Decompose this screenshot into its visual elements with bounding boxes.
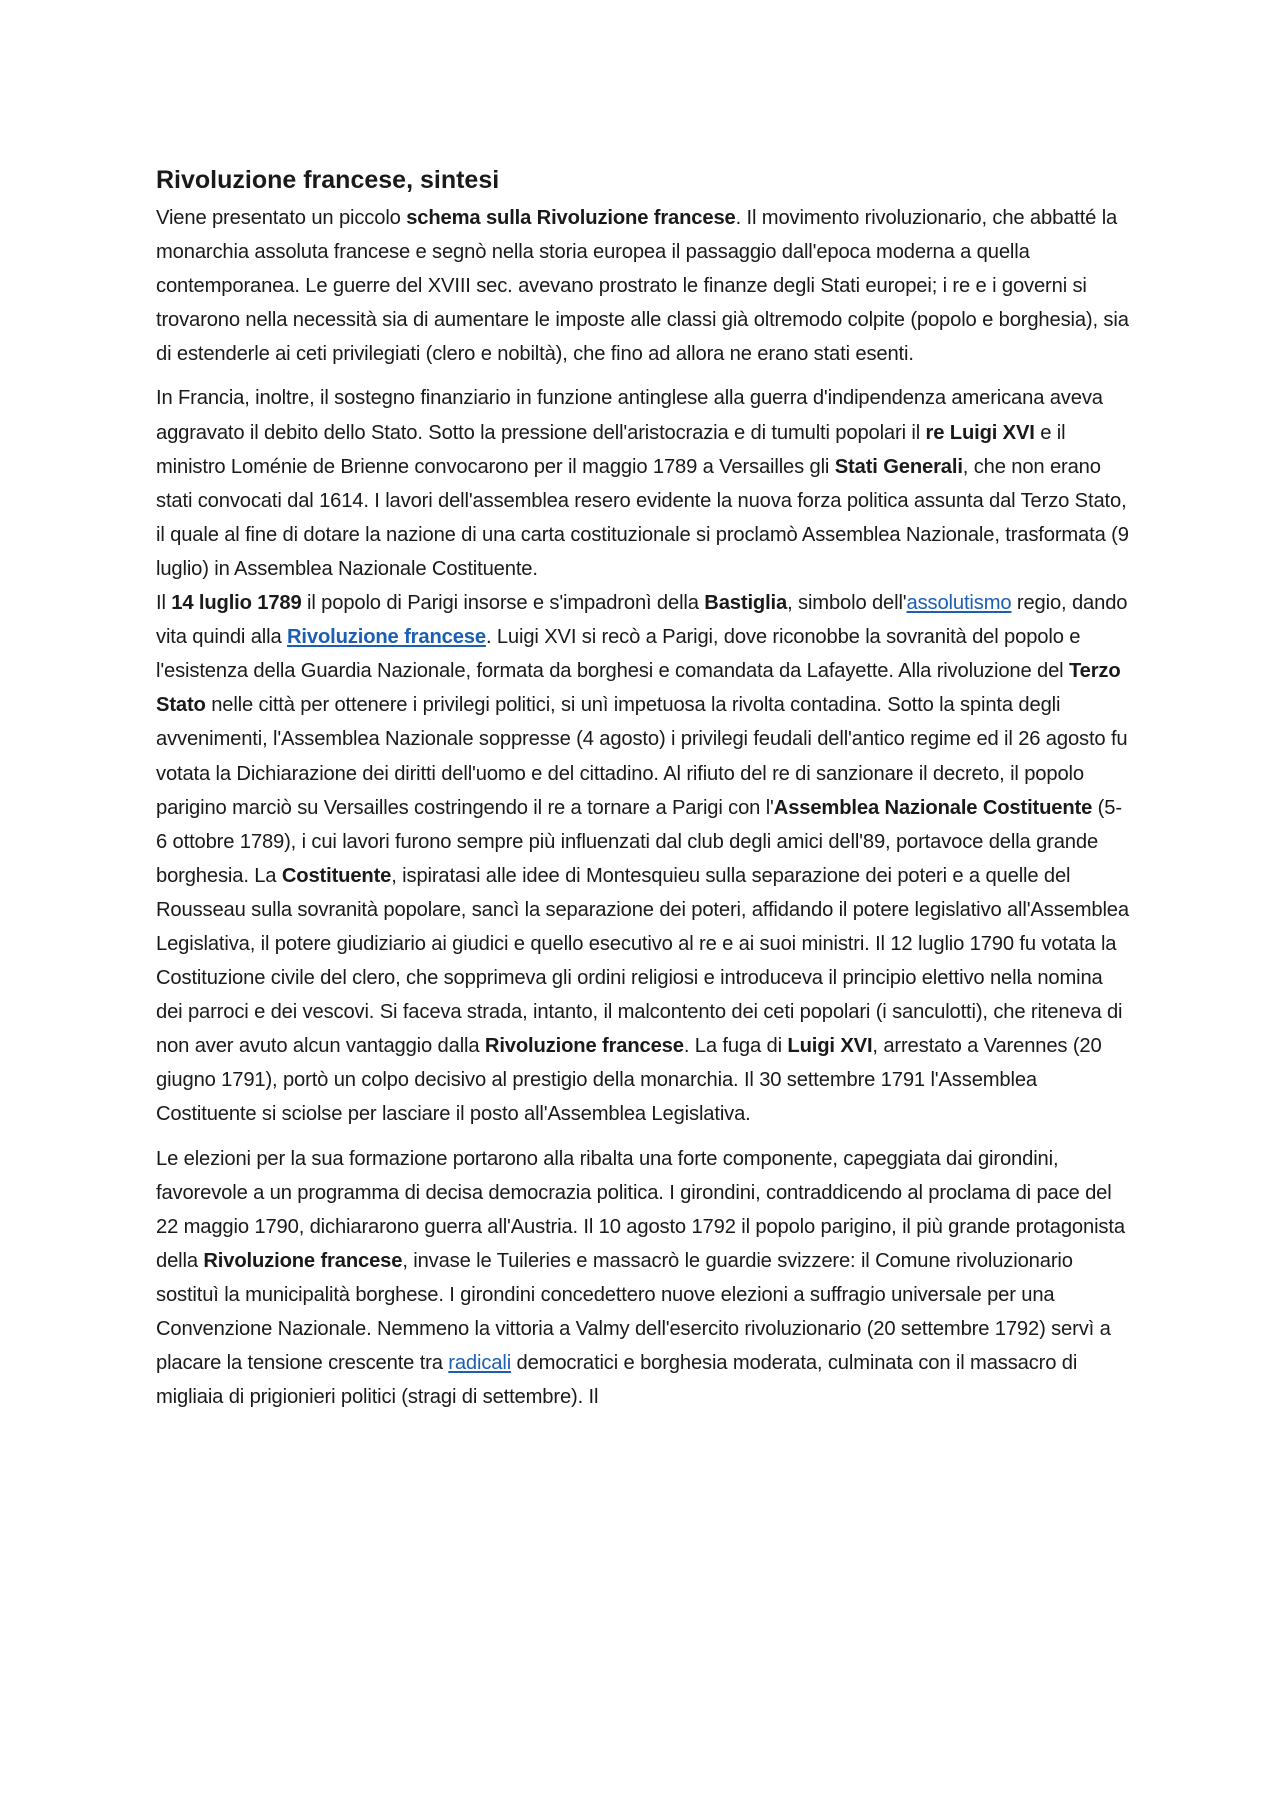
- bold-run: Luigi XVI: [787, 1035, 873, 1058]
- text-run: il popolo di Parigi insorse e s'impadronì della: [301, 592, 705, 615]
- text-run: (5-6 ottobre 1789), i cui lavori furono sempre più influenzati dal club degli amici dell'89, portavoce della grande borghesia. La: [156, 796, 1122, 887]
- bold-run: Rivoluzione francese: [484, 1035, 684, 1058]
- text-run: nelle città per ottenere i privilegi politici, si unì impetuosa la rivolta contadina. Sotto la spinta degli avvenimenti, l'Assemblea Nazionale soppresse (4 agosto) i privilegi feudali dell'antico regime ed il 26 agosto fu votata la Dichiarazione dei diritti dell'uomo e del cittadino. Al rifiuto del re di sanzionare il decreto, il popolo parigino marciò su Versailles costringendo il re a tornare a Parigi con l': [156, 694, 1128, 819]
- text-run: , simbolo dell': [787, 592, 907, 615]
- link-assolutismo[interactable]: assolutismo: [906, 592, 1012, 615]
- text-run: Le elezioni per la sua formazione portarono alla ribalta una forte componente, capeggiata dai girondini, favorevole a un programma di decisa democrazia politica. I girondini, contraddicendo al proclama di pace del 22 maggio 1790, dichiararono guerra all'Austria. Il 10 agosto 1792 il popolo parigino, il più grande protagonista della: [156, 1147, 1125, 1272]
- paragraph-elections: [156, 1142, 1132, 1415]
- bold-run: schema sulla Rivoluzione francese: [406, 207, 736, 229]
- bold-run: re Luigi XVI: [925, 421, 1035, 444]
- text-run: , ispiratasi alle idee di Montesquieu sulla separazione dei poteri e a quelle del Rousseau sulla sovranità popolare, sancì la separazione dei poteri, affidando il potere legislativo all'Assemblea Legislativa, il potere giudiziario ai giudici e quello esecutivo al re e ai suoi ministri. Il 12 luglio 1790 fu votata la Costituzione civile del clero, che sopprimeva gli ordini religiosi e introduceva il principio elettivo nella nomina dei parroci e dei vescovi. Si faceva strada, intanto, il malcontento dei ceti popolari (i sanculotti), che riteneva di non aver avuto alcun vantaggio dalla: [156, 864, 1129, 1058]
- bold-run: 14 luglio 1789: [171, 592, 302, 615]
- text-run: In Francia, inoltre, il sostegno finanziario in funzione antinglese alla guerra d'indipendenza americana aveva aggravato il debito dello Stato. Sotto la pressione dell'aristocrazia e di tumulti popolari il: [156, 387, 1103, 444]
- link-radicali[interactable]: radicali: [448, 1352, 512, 1375]
- text-run: . La fuga di: [683, 1035, 788, 1058]
- paragraph-bastille: [156, 586, 1132, 1132]
- bold-run: Terzo Stato: [156, 660, 1121, 717]
- text-run: e il ministro Loménie de Brienne convocarono per il maggio 1789 a Versailles gli: [156, 421, 1066, 478]
- bold-run: Stati Generali: [834, 455, 963, 478]
- document-page: [156, 163, 1132, 1414]
- bold-run: Bastiglia: [704, 592, 788, 615]
- text-run: , che non erano stati convocati dal 1614. I lavori dell'assemblea resero evidente la nuova forza politica assunta dal Terzo Stato, il quale al fine di dotare la nazione di una carta costituzionale si proclamò Assemblea Nazionale, trasformata (9 luglio) in Assemblea Nazionale Costituente.: [156, 455, 1129, 580]
- text-run: regio, dando vita quindi alla: [156, 592, 1128, 649]
- bold-run: Assemblea Nazionale Costituente: [773, 796, 1093, 819]
- bold-run: Rivoluzione francese: [203, 1249, 403, 1272]
- text-run: , invase le Tuileries e massacrò le guardie svizzere: il Comune rivoluzionario sostituì la municipalità borghese. I girondini concedettero nuove elezioni a suffragio universale per una Convenzione Nazionale. Nemmeno la vittoria a Valmy dell'esercito rivoluzionario (20 settembre 1792) servì a placare la tensione crescente tra: [156, 1249, 1111, 1375]
- paragraph-france: [156, 381, 1132, 586]
- text-run: Viene presentato un piccolo: [156, 207, 407, 229]
- text-run: . Luigi XVI si recò a Parigi, dove riconobbe la sovranità del popolo e l'esistenza della Guardia Nazionale, formata da borghesi e comandata da Lafayette. Alla rivoluzione del: [156, 626, 1081, 683]
- text-run: . Il movimento rivoluzionario, che abbatté la monarchia assoluta francese e segnò nella storia europea il passaggio dall'epoca moderna a quella contemporanea. Le guerre del XVIII sec. avevano prostrato le finanze degli Stati europei; i re e i governi si trovarono nella necessità sia di aumentare le imposte alle classi già oltremodo colpite (popolo e borghesia), sia di estenderle ai ceti privilegiati (clero e nobiltà), che fino ad allora ne erano stati esenti.: [156, 207, 1129, 366]
- text-run: Il: [156, 592, 172, 615]
- link-rivoluzione-francese[interactable]: Rivoluzione francese: [287, 626, 486, 649]
- text-run: democratici e borghesia moderata, culminata con il massacro di migliaia di prigionieri politici (stragi di settembre). Il: [156, 1352, 1078, 1409]
- text-run: , arrestato a Varennes (20 giugno 1791), portò un colpo decisivo al prestigio della monarchia. Il 30 settembre 1791 l'Assemblea Costituente si sciolse per lasciare il posto all'Assemblea Legislativa.: [156, 1035, 1102, 1126]
- paragraph-intro: [156, 201, 1132, 371]
- bold-run: Costituente: [281, 864, 392, 887]
- page-title: Rivoluzione francese, sintesi: [156, 166, 500, 194]
